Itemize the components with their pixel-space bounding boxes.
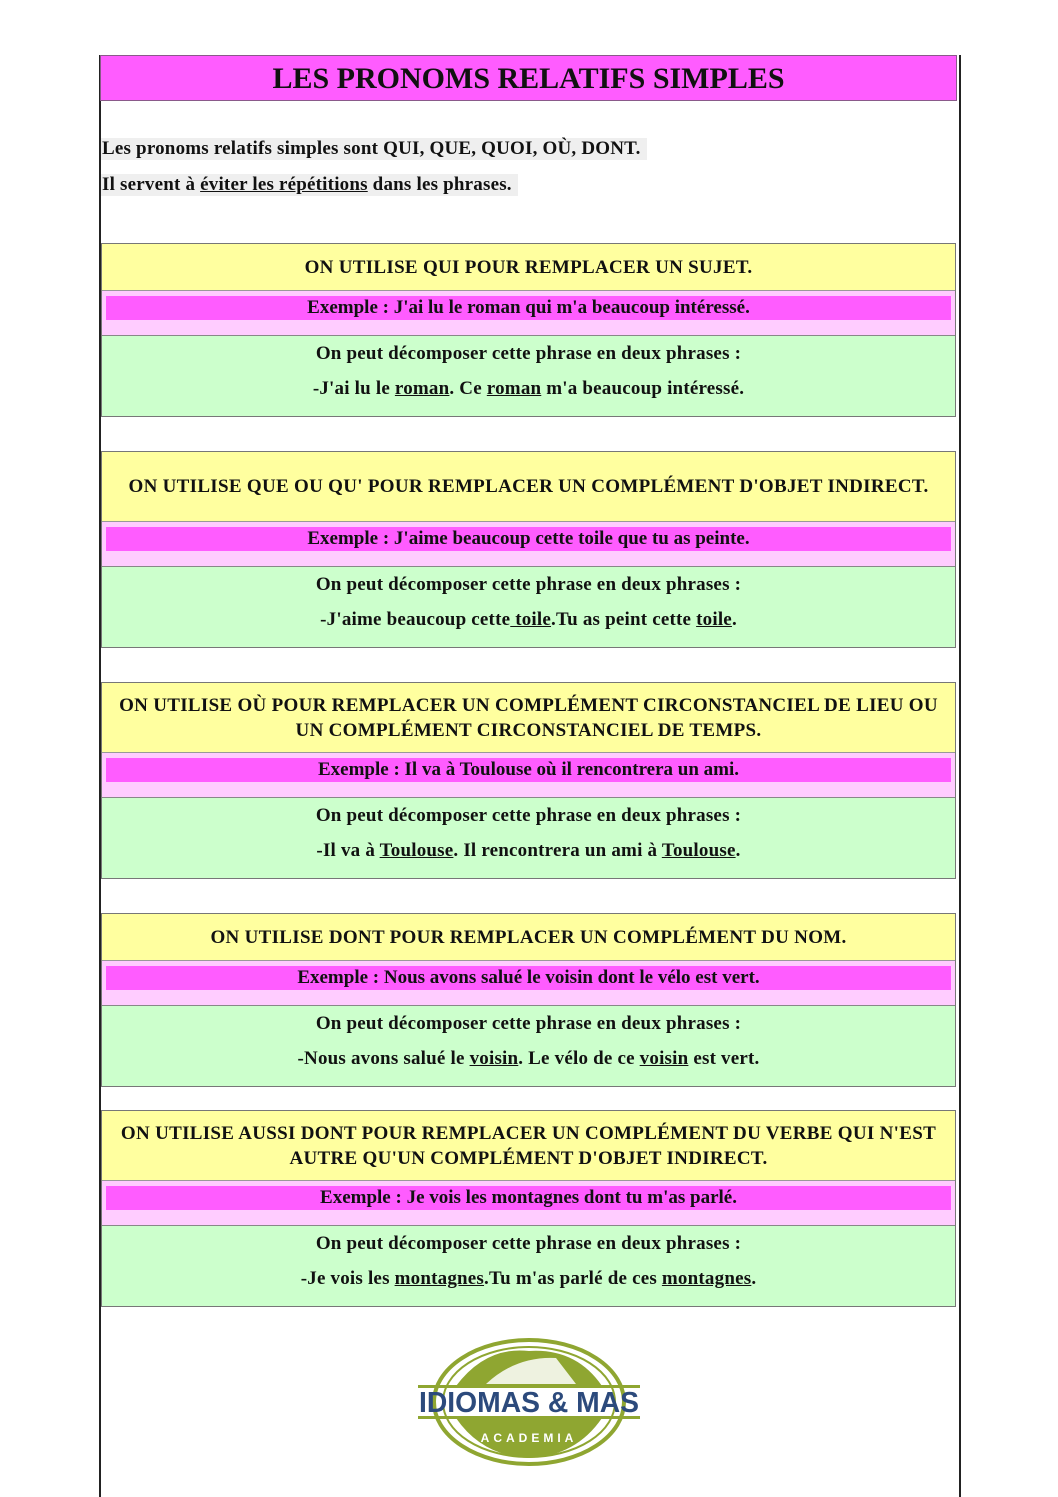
page-title: LES PRONOMS RELATIFS SIMPLES bbox=[100, 55, 957, 101]
example-text: Exemple : Je vois les montagnes dont tu m'as parlé. bbox=[106, 1186, 951, 1210]
text-segment: -Il va à bbox=[316, 840, 380, 861]
text-segment: . bbox=[735, 840, 741, 861]
decompose-label: On peut décomposer cette phrase en deux phrases : bbox=[315, 805, 742, 826]
decompose-label: On peut décomposer cette phrase en deux phrases : bbox=[315, 1013, 742, 1034]
rule-section bbox=[101, 1110, 956, 1307]
rule-heading: ON UTILISE OÙ POUR REMPLACER UN COMPLÉMENT CIRCONSTANCIEL DE LIEU OU UN COMPLÉMENT CIRCONSTANCIEL DE TEMPS. bbox=[102, 683, 955, 753]
logo-text: IDIOMAS & MAS bbox=[419, 1387, 639, 1419]
example-band bbox=[102, 961, 955, 1006]
decomposition-box bbox=[102, 567, 955, 647]
rule-heading: ON UTILISE AUSSI DONT POUR REMPLACER UN COMPLÉMENT DU VERBE QUI N'EST AUTRE QU'UN COMPLÉMENT D'OBJET INDIRECT. bbox=[102, 1111, 955, 1181]
example-band bbox=[102, 753, 955, 798]
example-text: Exemple : J'aime beaucoup cette toile que tu as peinte. bbox=[106, 527, 951, 551]
split-sentence bbox=[102, 833, 955, 868]
decomposition-box bbox=[102, 336, 955, 416]
example-text: Exemple : J'ai lu le roman qui m'a beaucoup intéressé. bbox=[106, 296, 951, 320]
rule-heading: ON UTILISE QUE OU QU' POUR REMPLACER UN COMPLÉMENT D'OBJET INDIRECT. bbox=[102, 452, 955, 522]
split-sentence bbox=[102, 1261, 955, 1296]
rule-heading: ON UTILISE DONT POUR REMPLACER UN COMPLÉMENT DU NOM. bbox=[102, 914, 955, 961]
text-segment: Il servent à bbox=[102, 174, 201, 195]
example-text: Exemple : Nous avons salué le voisin dont le vélo est vert. bbox=[106, 966, 951, 990]
logo-subtext: ACADEMIA bbox=[480, 1431, 578, 1445]
decompose-label: On peut décomposer cette phrase en deux phrases : bbox=[315, 574, 742, 595]
underlined-word: roman bbox=[486, 378, 542, 399]
underlined-word: roman bbox=[394, 378, 450, 399]
text-segment: . bbox=[731, 609, 737, 630]
decomposition-box bbox=[102, 1006, 955, 1086]
rule-heading: ON UTILISE QUI POUR REMPLACER UN SUJET. bbox=[102, 244, 955, 291]
text-segment: . bbox=[751, 1268, 757, 1289]
intro-line-1: Les pronoms relatifs simples sont QUI, QUE, QUOI, OÙ, DONT. bbox=[101, 138, 647, 160]
intro-line-2 bbox=[101, 174, 518, 196]
idiomas-mas-logo bbox=[416, 1336, 642, 1473]
underlined-word: éviter les répétitions bbox=[200, 174, 368, 195]
decompose-label: On peut décomposer cette phrase en deux phrases : bbox=[315, 1233, 742, 1254]
example-band bbox=[102, 522, 955, 567]
underlined-word: montagnes bbox=[661, 1268, 752, 1289]
underlined-word: voisin bbox=[639, 1048, 689, 1069]
text-segment: . Il rencontrera un ami à bbox=[453, 840, 662, 861]
example-band bbox=[102, 1181, 955, 1226]
example-text: Exemple : Il va à Toulouse où il rencontrera un ami. bbox=[106, 758, 951, 782]
example-band bbox=[102, 291, 955, 336]
underlined-word: voisin bbox=[469, 1048, 519, 1069]
rule-section bbox=[101, 913, 956, 1087]
underlined-word: toile bbox=[510, 609, 552, 630]
split-sentence bbox=[102, 371, 955, 406]
underlined-word: montagnes bbox=[394, 1268, 485, 1289]
rule-section bbox=[101, 682, 956, 879]
text-segment: . Le vélo de ce bbox=[518, 1048, 640, 1069]
text-segment: . Ce bbox=[449, 378, 487, 399]
text-segment: m'a beaucoup intéressé. bbox=[541, 378, 745, 399]
split-sentence bbox=[102, 1041, 955, 1076]
text-segment: -J'aime beaucoup cette bbox=[320, 609, 511, 630]
underlined-word: Toulouse bbox=[661, 840, 736, 861]
text-segment: -Nous avons salué le bbox=[297, 1048, 470, 1069]
text-segment: dans les phrases. bbox=[367, 174, 512, 195]
underlined-word: Toulouse bbox=[379, 840, 454, 861]
decomposition-box bbox=[102, 1226, 955, 1306]
text-segment: est vert. bbox=[688, 1048, 760, 1069]
underlined-word: toile bbox=[696, 609, 732, 630]
rule-section bbox=[101, 451, 956, 648]
decompose-label: On peut décomposer cette phrase en deux phrases : bbox=[315, 343, 742, 364]
text-segment: .Tu m'as parlé de ces bbox=[484, 1268, 662, 1289]
text-segment: .Tu as peint cette bbox=[551, 609, 697, 630]
split-sentence bbox=[102, 602, 955, 637]
text-segment: -J'ai lu le bbox=[312, 378, 395, 399]
text-segment: -Je vois les bbox=[300, 1268, 395, 1289]
rule-section bbox=[101, 243, 956, 417]
decomposition-box bbox=[102, 798, 955, 878]
